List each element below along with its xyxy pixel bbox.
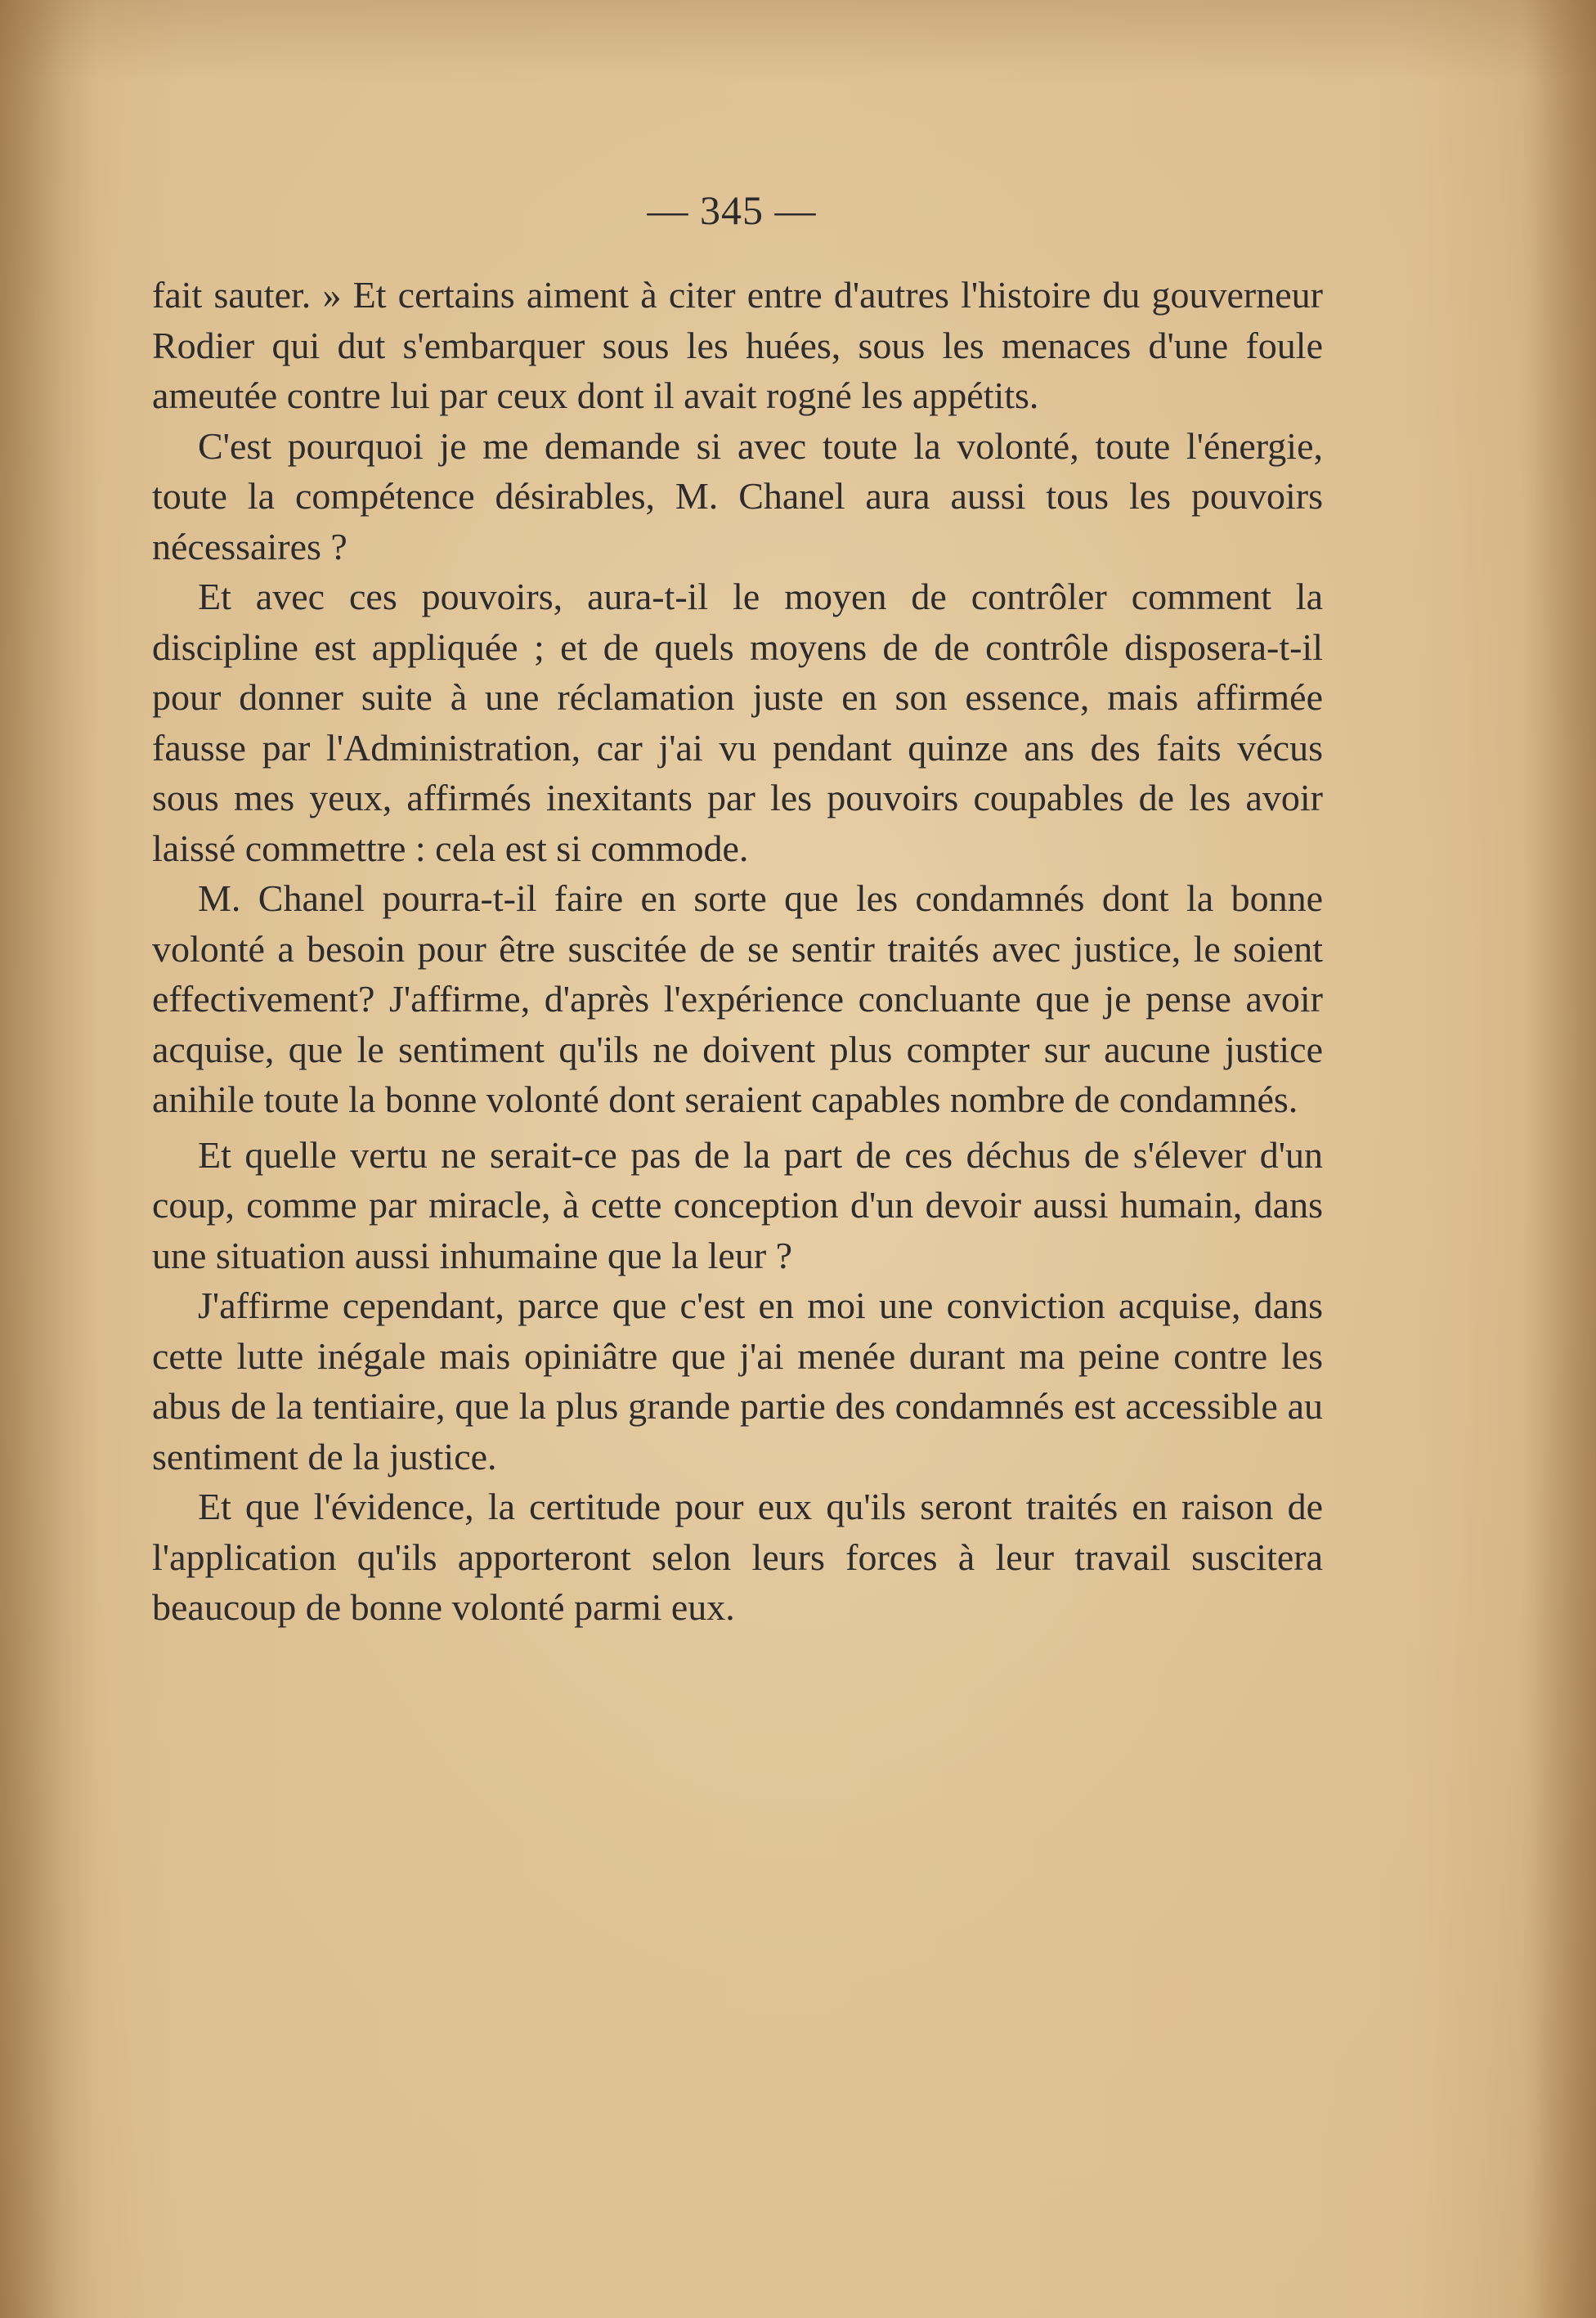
paragraph-7: Et que l'évidence, la certitude pour eux qu'ils seront traités en raison de l'application qu'ils apporteront selon leurs forces à leur travail suscitera beaucoup de bonne volonté parmi eux.: [152, 1486, 1323, 1628]
page-edge-shadow-right: [1522, 0, 1596, 2318]
paragraph-6: J'affirme cependant, parce que c'est en moi une conviction acquise, dans cette lutte inégale mais opiniâtre que j'ai menée durant ma peine contre les abus de la tentiaire, que la plus grande partie des condamnés est accessible au sentiment de la justice.: [152, 1285, 1323, 1477]
page-edge-shadow-left: [0, 0, 98, 2318]
body-text: [152, 270, 1323, 1633]
paragraph-3: Et avec ces pouvoirs, aura-t-il le moyen de contrôler comment la discipline est appliquée ; et de quels moyens de de contrôle disposera-t-il pour donner suite à une réclamation juste en son essence, mais affirmée fausse par l'Administration, car j'ai vu pendant quinze ans des faits vécus sous mes yeux, affirmés inexitants par les pouvoirs coupables de les avoir laissé commettre : cela est si commode.: [152, 576, 1323, 869]
paragraph-5: Et quelle vertu ne serait-ce pas de la part de ces déchus de s'élever d'un coup, comme par miracle, à cette conception d'un devoir aussi humain, dans une situation aussi inhumaine que la leur ?: [152, 1133, 1323, 1276]
page-number: — 345 —: [647, 187, 817, 233]
page-edge-shadow-top: [0, 0, 1596, 82]
paragraph-1: fait sauter. » Et certains aiment à citer entre d'autres l'histoire du gouverneur Rodier qui dut s'embarquer sous les huées, sous les menaces d'une foule ameutée contre lui par ceux dont il avait rogné les appétits.: [152, 274, 1323, 416]
paragraph-4: M. Chanel pourra-t-il faire en sorte que les condamnés dont la bonne volonté a besoin pour être suscitée de se sentir traités avec justice, le soient effectivement? J'affirme, d'après l'expérience concluante que je pense avoir acquise, que le sentiment qu'ils ne doivent plus compter sur aucune justice anihile toute la bonne volonté dont seraient capables nombre de condamnés.: [152, 877, 1323, 1120]
paragraph-2: C'est pourquoi je me demande si avec toute la volonté, toute l'énergie, toute la compétence désirables, M. Chanel aura aussi tous les pouvoirs nécessaires ?: [152, 424, 1323, 567]
